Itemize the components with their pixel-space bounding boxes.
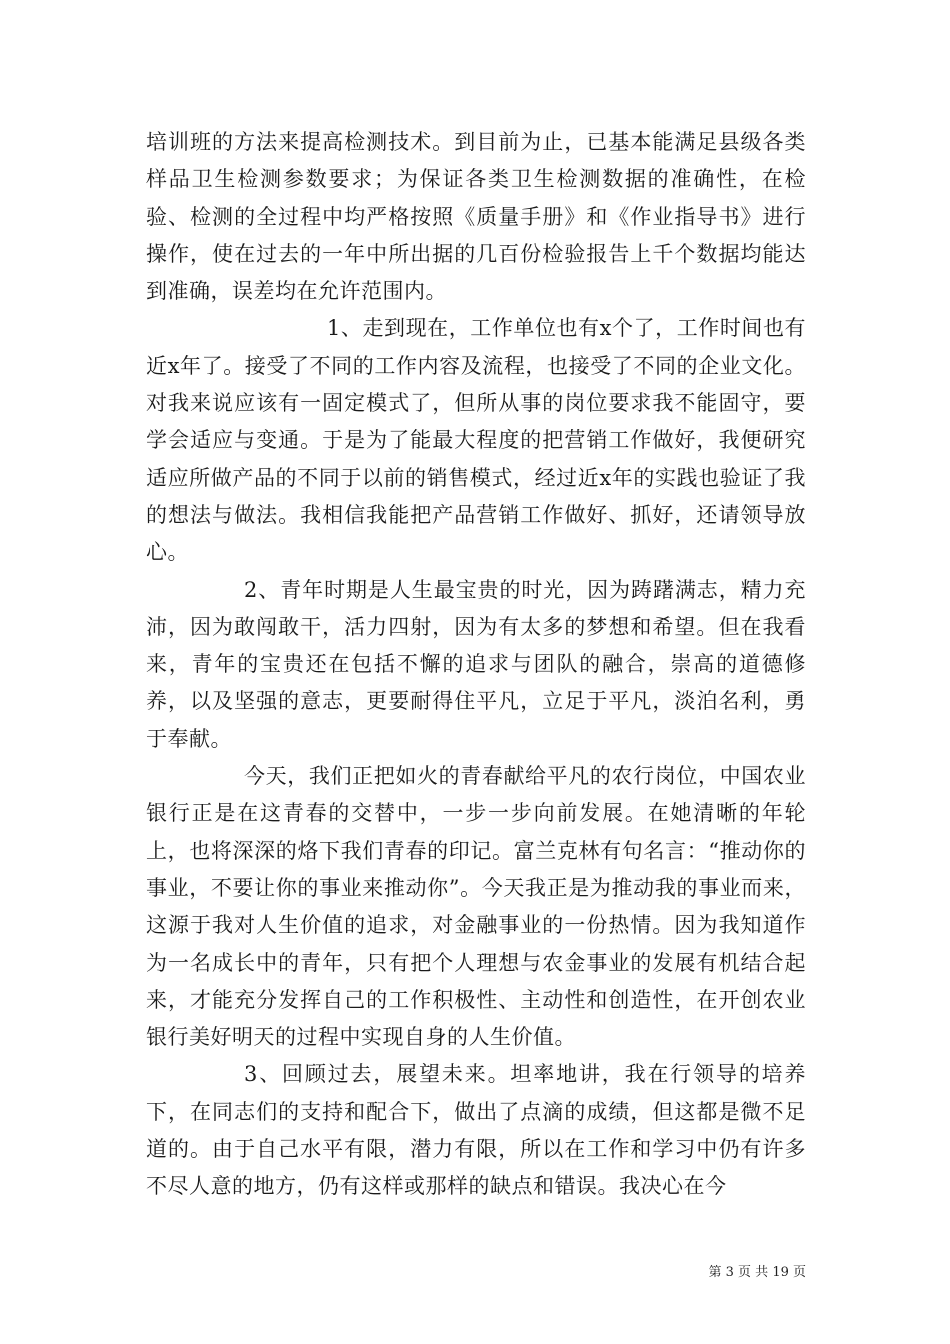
paragraph-2: 2、青年时期是人生最宝贵的时光，因为踌躇满志，精力充沛，因为敢闯敢干，活力四射，因为有太多的梦想和希望。但在我看来，青年的宝贵还在包括不懈的追求与团队的融合，崇高的道德修养，以及坚强的意志，更要耐得住平凡，立足于平凡，淡泊名利，勇于奉献。 — [146, 577, 806, 751]
paragraph-continuation: 培训班的方法来提高检测技术。到目前为止，已基本能满足县级各类样品卫生检测参数要求；为保证各类卫生检测数据的准确性，在检验、检测的全过程中均严格按照《质量手册》和《作业指导书》进行操作，使在过去的一年中所出据的几百份检验报告上千个数据均能达到准确，误差均在允许范围内。 — [146, 130, 806, 304]
paragraph-1: 1、走到现在，工作单位也有x个了，工作时间也有近x年了。接受了不同的工作内容及流程，也接受了不同的企业文化。对我来说应该有一固定模式了，但所从事的岗位要求我不能固守，要学会适应与变通。于是为了能最大程度的把营销工作做好，我便研究适应所做产品的不同于以前的销售模式，经过近x年的实践也验证了我的想法与做法。我相信我能把产品营销工作做好、抓好，还请领导放心。 — [146, 316, 806, 565]
page-number-footer: 第 3 页 共 19 页 — [708, 1265, 806, 1280]
document-body — [146, 124, 806, 1206]
paragraph-3: 3、回顾过去，展望未来。坦率地讲，我在行领导的培养下，在同志们的支持和配合下，做出了点滴的成绩，但这都是微不足道的。由于自己水平有限，潜力有限，所以在工作和学习中仍有许多不尽人意的地方，仍有这样或那样的缺点和错误。我决心在今 — [146, 1062, 806, 1199]
paragraph-today: 今天，我们正把如火的青春献给平凡的农行岗位，中国农业银行正是在这青春的交替中，一步一步向前发展。在她清晰的年轮上，也将深深的烙下我们青春的印记。富兰克林有句名言：“推动你的事业，不要让你的事业来推动你”。今天我正是为推动我的事业而来，这源于我对人生价值的追求，对金融事业的一份热情。因为我知道作为一名成长中的青年，只有把个人理想与农金事业的发展有机结合起来，才能充分发挥自己的工作积极性、主动性和创造性，在开创农业银行美好明天的过程中实现自身的人生价值。 — [146, 764, 806, 1050]
